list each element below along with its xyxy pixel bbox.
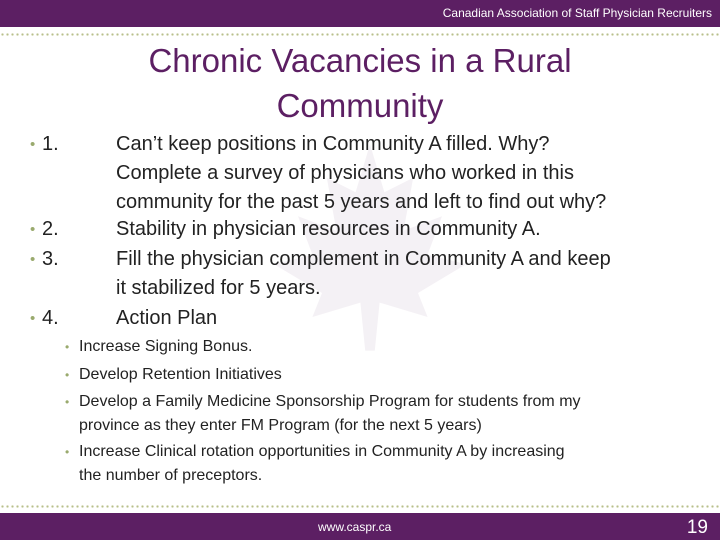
bullet-icon: • — [30, 221, 36, 238]
bullet-icon: • — [65, 340, 70, 354]
item-text — [116, 215, 696, 244]
bullet-icon: • — [65, 445, 70, 459]
footer-bar — [0, 513, 720, 540]
page-number: 19 — [686, 517, 708, 538]
item-number: 4. — [42, 307, 59, 329]
sub-item-text — [79, 440, 689, 488]
sub-item-line: Develop a Family Medicine Sponsorship Program for students from my — [79, 393, 581, 410]
item-line: Complete a survey of physicians who worked in this — [116, 162, 574, 184]
item-number: 2. — [42, 218, 59, 240]
sub-item-line: Develop Retention Initiatives — [79, 366, 282, 383]
slide-title-line: Community — [276, 87, 444, 124]
item-number: 3. — [42, 248, 59, 270]
sub-item-text — [79, 390, 689, 438]
sub-item-text — [79, 363, 689, 387]
item-line: Stability in physician resources in Community A. — [116, 218, 541, 240]
item-line: it stabilized for 5 years. — [116, 277, 321, 299]
organization-name: Canadian Association of Staff Physician Recruiters — [442, 6, 712, 20]
bullet-icon: • — [30, 251, 36, 268]
bullet-icon: • — [30, 136, 36, 153]
bullet-icon: • — [65, 395, 70, 409]
dotted-divider-bottom — [0, 505, 720, 508]
item-text — [116, 245, 696, 303]
item-number: 1. — [42, 133, 59, 155]
item-line: Action Plan — [116, 307, 218, 329]
sub-item-line: province as they enter FM Program (for the next 5 years) — [79, 417, 482, 434]
dotted-divider-top — [0, 33, 720, 36]
item-line: community for the past 5 years and left to find out why? — [116, 191, 607, 213]
item-line: Can’t keep positions in Community A filled. Why? — [116, 133, 550, 155]
sub-item-line: Increase Clinical rotation opportunities in Community A by increasing — [79, 443, 565, 460]
sub-item-line: the number of preceptors. — [79, 467, 263, 484]
item-text — [116, 130, 696, 217]
header-bar — [0, 0, 720, 27]
bullet-icon: • — [30, 310, 36, 327]
footer-url: www.caspr.ca — [318, 520, 392, 534]
bullet-icon: • — [65, 368, 70, 382]
item-text — [116, 304, 696, 333]
slide-title — [60, 38, 660, 128]
sub-item-text — [79, 335, 689, 359]
slide-title-line: Chronic Vacancies in a Rural — [148, 42, 572, 79]
item-line: Fill the physician complement in Community A and keep — [116, 248, 611, 270]
sub-item-line: Increase Signing Bonus. — [79, 338, 253, 355]
